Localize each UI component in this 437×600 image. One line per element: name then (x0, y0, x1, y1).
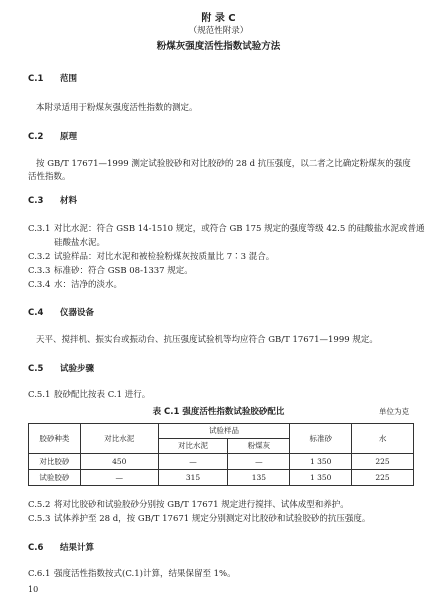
item-number: C.5.3 (28, 514, 51, 524)
table-row (29, 470, 414, 486)
section-c5-heading (28, 362, 94, 374)
section-title: 材料 (60, 196, 78, 206)
item-c5-2 (28, 498, 349, 510)
item-text: 标准砂：符合 GSB 08-1337 规定。 (54, 266, 193, 276)
section-title: 原理 (60, 132, 78, 142)
item-c3-2 (28, 250, 274, 262)
item-number: C.5.2 (28, 500, 51, 510)
section-title: 仪器设备 (60, 308, 95, 318)
section-number: C.5 (28, 364, 44, 374)
cell-type: 试验胶砂 (29, 470, 81, 486)
item-number: C.3.3 (28, 266, 51, 276)
section-number: C.6 (28, 543, 44, 553)
item-c3-4 (28, 278, 122, 290)
item-number: C.3.4 (28, 280, 51, 290)
header-test-sample: 试验样品 (158, 424, 290, 439)
section-number: C.4 (28, 308, 44, 318)
header-reference-cement: 对比水泥 (80, 424, 158, 454)
section-number: C.2 (28, 132, 44, 142)
cell-sample-ash: — (228, 454, 290, 470)
table-row (29, 454, 414, 470)
cell-sample-ash: 135 (228, 470, 290, 486)
item-number: C.3.1 (28, 224, 51, 234)
cell-standard-sand: 1 350 (290, 470, 352, 486)
appendix-title: 附 录 C (201, 13, 236, 24)
header-water: 水 (352, 424, 414, 454)
cell-sample-cement: 315 (158, 470, 228, 486)
section-title: 结果计算 (60, 543, 95, 553)
item-text: 对比水泥：符合 GSB 14-1510 规定，或符合 GB 175 规定的强度等级 42.5 的硅酸盐水泥或普通 (54, 224, 425, 234)
item-c3-1 (28, 222, 424, 234)
item-number: C.6.1 (28, 569, 51, 579)
section-number: C.3 (28, 196, 44, 206)
item-text: 强度活性指数按式(C.1)计算，结果保留至 1%。 (54, 569, 236, 579)
item-c3-3 (28, 264, 193, 276)
header-standard-sand: 标准砂 (290, 424, 352, 454)
section-c2-heading (28, 130, 77, 142)
item-text: 试验样品：对比水泥和被检验粉煤灰按质量比 7∶3 混合。 (54, 252, 275, 262)
section-c4-heading (28, 306, 94, 318)
section-c4-text: 天平、搅拌机、振实台或振动台、抗压强度试验机等均应符合 GB/T 17671—1999 规定。 (36, 335, 378, 345)
header-sample-fly-ash: 粉煤灰 (228, 439, 290, 454)
item-text: 硅酸盐水泥。 (54, 238, 106, 248)
item-c3-1-continued (28, 236, 105, 248)
section-c6-heading (28, 541, 94, 553)
cell-water: 225 (352, 454, 414, 470)
section-c2-text-line2: 活性指数。 (28, 172, 71, 182)
mix-proportion-table (28, 423, 414, 486)
cell-standard-sand: 1 350 (290, 454, 352, 470)
cell-sample-cement: — (158, 454, 228, 470)
item-text: 将对比胶砂和试验胶砂分别按 GB/T 17671 规定进行搅拌、试体成型和养护。 (54, 500, 349, 510)
appendix-normative-label: （规范性附录） (188, 26, 249, 36)
section-c1-heading (28, 72, 77, 84)
section-number: C.1 (28, 74, 44, 84)
item-c5-3 (28, 512, 370, 524)
section-title: 范围 (60, 74, 78, 84)
table-caption: 表 C.1 强度活性指数试验胶砂配比 (152, 407, 285, 417)
item-c6-1 (28, 567, 236, 579)
item-text: 胶砂配比按表 C.1 进行。 (54, 390, 151, 400)
cell-reference-cement: — (80, 470, 158, 486)
cell-type: 对比胶砂 (29, 454, 81, 470)
section-title: 试验步骤 (60, 364, 95, 374)
cell-water: 225 (352, 470, 414, 486)
item-text: 试体养护至 28 d，按 GB/T 17671 规定分别测定对比胶砂和试验胶砂的抗压强度。 (54, 514, 371, 524)
section-c2-text-line1: 按 GB/T 17671—1999 测定试验胶砂和对比胶砂的 28 d 抗压强度，以二者之比确定粉煤灰的强度 (36, 159, 411, 169)
item-number: C.5.1 (28, 390, 51, 400)
item-c5-1 (28, 388, 150, 400)
item-number: C.3.2 (28, 252, 51, 262)
header-mortar-type: 胶砂种类 (29, 424, 81, 454)
header-sample-reference-cement: 对比水泥 (158, 439, 228, 454)
section-c1-text: 本附录适用于粉煤灰强度活性指数的测定。 (36, 103, 198, 113)
item-text: 水：洁净的淡水。 (54, 280, 123, 290)
cell-reference-cement: 450 (80, 454, 158, 470)
table-unit-note: 单位为克 (379, 407, 409, 416)
appendix-heading: 粉煤灰强度活性指数试验方法 (156, 41, 281, 52)
section-c3-heading (28, 194, 77, 206)
page-number: 10 (28, 585, 39, 594)
